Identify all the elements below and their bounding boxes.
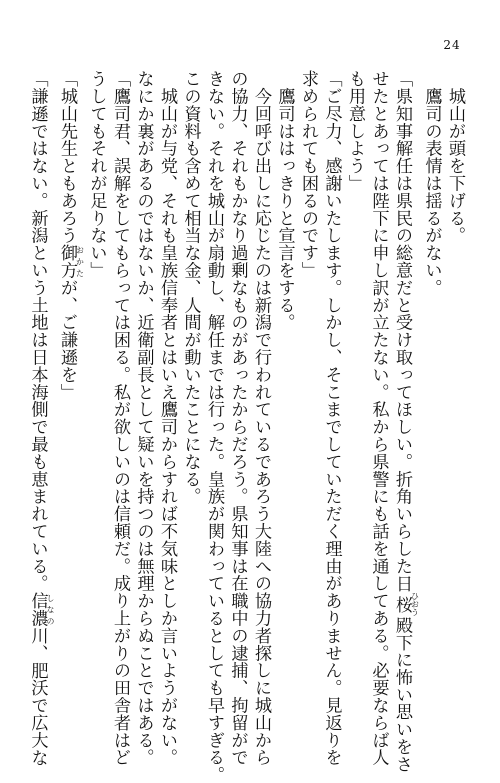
text-line: 「ご尽力、感謝いたします。しかし、そこまでしていただく理由がありません。見返りを: [321, 70, 342, 766]
text-line: 鷹司の表情は揺るがない。: [421, 70, 442, 297]
page-number: 24: [443, 38, 461, 52]
text-line: うしてもそれが足りない」: [86, 70, 107, 279]
body-text: [25, 70, 466, 783]
furigana: 日桜ひおう殿下: [392, 574, 420, 651]
text-line: 求められても困るのです」: [298, 70, 318, 279]
text-line: この資料も含めて相当な金、人間が動いたことになる。: [180, 70, 201, 505]
text-line: 「鷹司君、誤解をしてもらっては困る。私が欲しいのは信頼だ。成り上がりの田舎者はど: [110, 70, 130, 766]
text-line: 城山が与党、それも皇族信奉者とはいえ鷹司からすれば不気味としか言いようがない。: [157, 70, 177, 766]
text-line: きない。それを城山が扇動し、解任までは行った。皇族が関わっているとしても早すぎる。: [204, 70, 224, 783]
text-line: 「県知事解任は県民の総意だと受け取ってほしい。折角いらした日桜ひおう殿下に怖い思いをさ: [392, 70, 420, 773]
text-line: なにか裏があるのではないか、近衛副長として疑いを持つのは無理からぬことではある。: [133, 70, 154, 766]
text-line: 城山が頭を下げる。: [445, 70, 465, 244]
text-line: の協力、それもかなり過剰なものがあったからだろう。県知事は在職中の逮捕、拘留がで: [227, 70, 248, 766]
text-line: 「謙遜ではない。新潟という土地は日本海側で最も恵まれている。信濃しなの川、肥沃で広大な: [27, 70, 55, 767]
text-line: も用意しよう」: [345, 70, 365, 192]
text-line: 今回呼び出しに応じたのは新潟で行われているであろう大陸への協力者探しに城山から: [251, 70, 271, 766]
text-line: 鷹司ははっきりと宣言をする。: [274, 70, 295, 331]
furigana: 信濃しなの川: [27, 592, 55, 645]
text-line: せたとあっては陛下に申し訳が立たない。私から県警にも話を通してある。必要ならば人: [368, 70, 389, 766]
furigana: 御方おかた: [57, 244, 85, 279]
text-line: 「城山先生ともあろう御方おかたが、ご謙遜を」: [57, 70, 85, 401]
